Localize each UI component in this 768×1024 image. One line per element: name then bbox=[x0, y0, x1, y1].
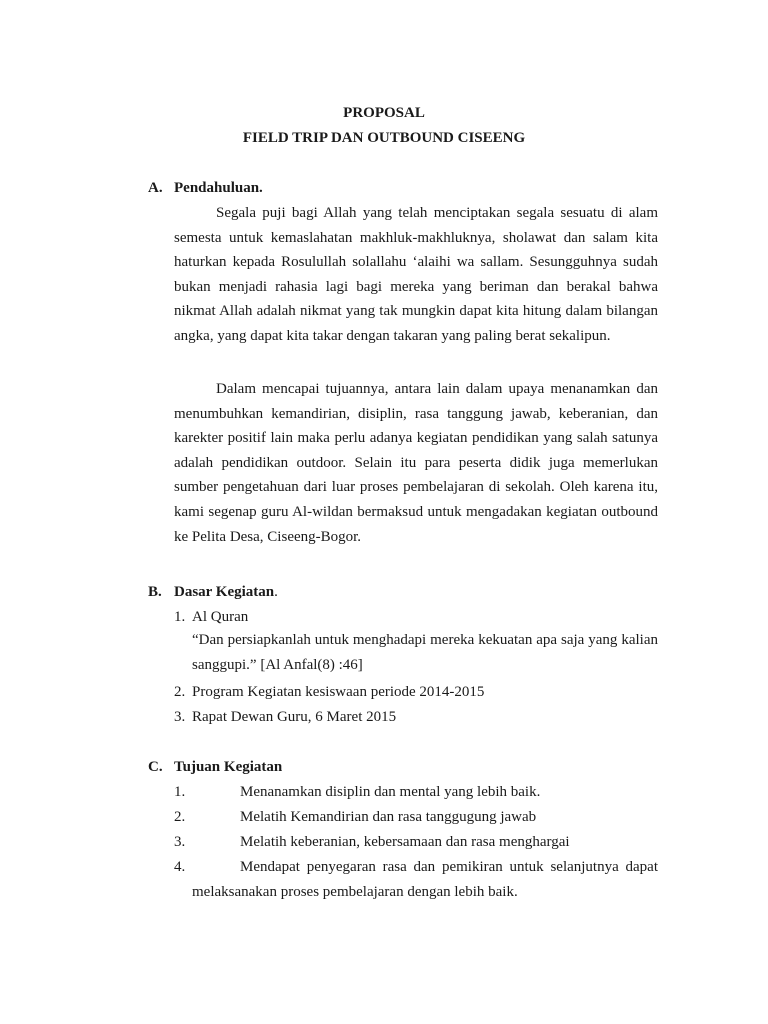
section-b-title bbox=[174, 582, 278, 602]
basis-item-2-number: 2. bbox=[174, 684, 186, 700]
basis-item-1-number: 1. bbox=[174, 609, 186, 625]
goal-item-2-number: 2. bbox=[174, 809, 186, 825]
goal-item-4-number: 4. bbox=[174, 859, 186, 875]
goal-item-1-number: 1. bbox=[174, 784, 186, 800]
section-a-letter: A. bbox=[148, 180, 163, 196]
section-b-title-suffix: . bbox=[274, 584, 278, 600]
goal-item-1-text: Menanamkan disiplin dan mental yang lebih baik. bbox=[240, 784, 541, 800]
section-b-letter: B. bbox=[148, 584, 162, 600]
basis-item-2-text: Program Kegiatan kesiswaan periode 2014-2015 bbox=[192, 684, 485, 700]
intro-paragraph-1: Segala puji bagi Allah yang telah menciptakan segala sesuatu di alam semesta untuk kemaslahatan makhluk-makhluknya, sholawat dan salam kita haturkan kepada Rosulullah solallahu ‘alaihi wa sallam. Sesungguhnya sudah bukan menjadi rahasia lagi bagi mereka yang beriman dan berakal bahwa nikmat Allah adalah nikmat yang tak mungkin dapat kita hitung dalam bilangan angka, yang dapat kita takar dengan takaran yang paling berat sekalipun. bbox=[174, 205, 658, 344]
quran-quote: “Dan persiapkanlah untuk menghadapi mereka kekuatan apa saja yang kalian sanggupi.” [Al Anfal(8) :46] bbox=[192, 632, 658, 673]
basis-item-3-number: 3. bbox=[174, 709, 186, 725]
document-subtitle: FIELD TRIP DAN OUTBOUND CISEENG bbox=[242, 130, 526, 146]
document-title: PROPOSAL bbox=[343, 105, 425, 121]
goal-item-4-text: Mendapat penyegaran rasa dan pemikiran untuk selanjutnya dapat melaksanakan proses pembelajaran dengan lebih baik. bbox=[192, 859, 658, 900]
intro-paragraph-2: Dalam mencapai tujuannya, antara lain dalam upaya menanamkan dan menumbuhkan kemandirian, disiplin, rasa tanggung jawab, keberanian, dan karekter positif lain maka perlu adanya kegiatan pendidikan yang salah satunya adalah pendidikan outdoor. Selain itu para peserta didik juga memerlukan sumber pengetahuan dari luar proses pembelajaran di sekolah. Oleh karena itu, kami segenap guru Al-wildan bermaksud untuk mengadakan kegiatan outbound ke Pelita Desa, Ciseeng-Bogor. bbox=[174, 381, 658, 545]
section-c-letter: C. bbox=[148, 759, 163, 775]
section-b-title-text: Dasar Kegiatan bbox=[174, 584, 275, 600]
goal-item-3-number: 3. bbox=[174, 834, 186, 850]
section-a-title: Pendahuluan. bbox=[174, 180, 263, 196]
basis-item-3-text: Rapat Dewan Guru, 6 Maret 2015 bbox=[192, 709, 397, 725]
basis-item-1-text: Al Quran bbox=[192, 609, 249, 625]
goal-item-2-text: Melatih Kemandirian dan rasa tanggugung jawab bbox=[240, 809, 537, 825]
section-c-title: Tujuan Kegiatan bbox=[174, 759, 283, 775]
goal-item-3-text: Melatih keberanian, kebersamaan dan rasa menghargai bbox=[240, 834, 570, 850]
